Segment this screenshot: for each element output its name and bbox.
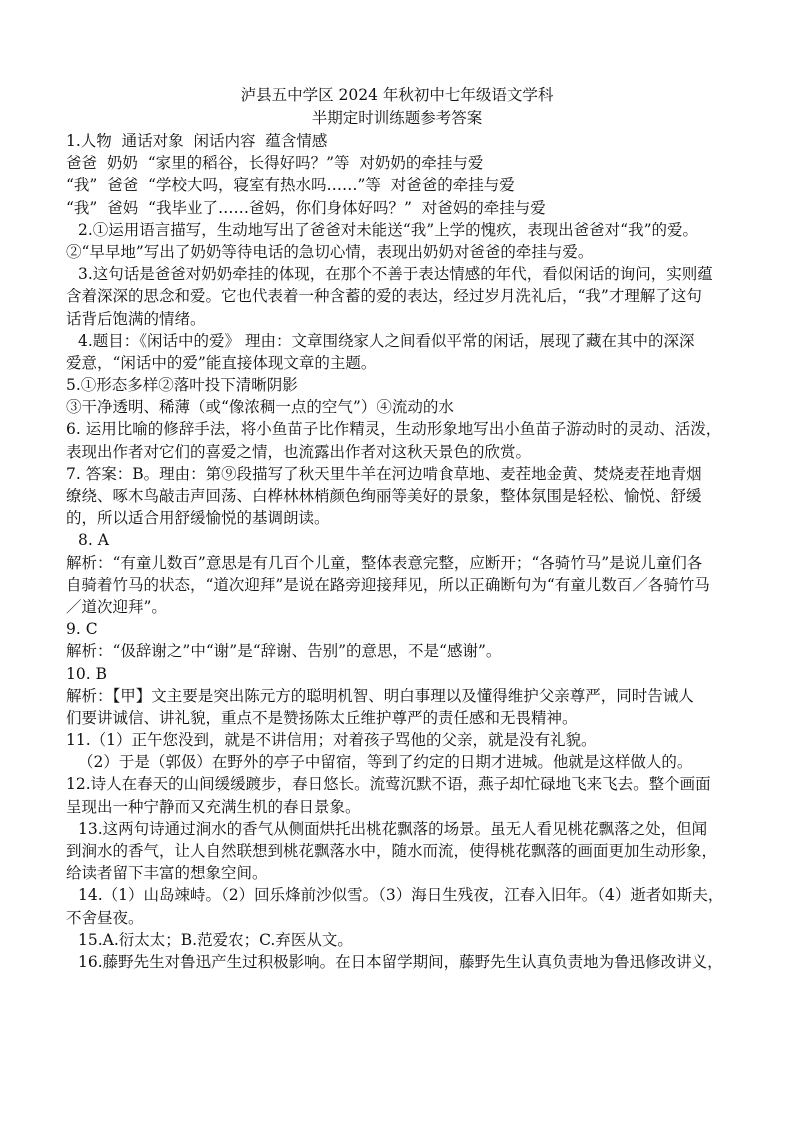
answer-2-line: 2.①运用语言描写，生动地写出了爸爸对未能送“我”上学的愧疚，表现出爸爸对“我”的爱。 [78, 220, 698, 239]
answer-10-line: 们要讲诚信、讲礼貌，重点不是赞扬陈太丘维护尊严的责任感和无畏精神。 [66, 708, 578, 727]
answer-2-line: ②“早早地”写出了奶奶等待电话的急切心情，表现出奶奶对爸爸的牵挂与爱。 [66, 242, 594, 261]
answer-12-line: 12.诗人在春天的山间缓缓踱步，春日悠长。流莺沉默不语，燕子却忙碌地飞来飞去。整个画面 [66, 775, 711, 794]
answer-14-line: 不舍昼夜。 [66, 908, 144, 927]
answer-1-row: “我” 爸爸 “学校大吗，寝室有热水吗……”等 对爸爸的牵挂与爱 [66, 176, 515, 195]
answer-5-line: 5.①形态多样②落叶投下清晰阴影 [66, 376, 298, 395]
answer-6-line: 表现出作者对它们的喜爱之情，也流露出作者对这秋天景色的欣赏。 [66, 442, 532, 461]
answer-1-row: 爸爸 奶奶 “家里的稻谷，长得好吗？”等 对奶奶的牵挂与爱 [66, 154, 484, 173]
answer-11-line: 11.（1）正午您没到，就是不讲信用；对着孩子骂他的父亲，就是没有礼貌。 [66, 731, 597, 750]
answer-5-line: ③干净透明、稀薄（或“像浓稠一点的空气”）④流动的水 [66, 398, 454, 417]
answer-12-line: 呈现出一种宁静而又充满生机的春日景象。 [66, 797, 361, 816]
answer-13-line: 13.这两句诗通过涧水的香气从侧面烘托出桃花飘落的场景。虽无人看见桃花飘落之处，但闻 [78, 819, 708, 838]
answer-7-line: 缭绕、啄木鸟敲击声回荡、白桦林林梢颜色绚丽等美好的景象，整体氛围是轻松、愉悦、舒缓 [66, 487, 702, 505]
answer-body [66, 130, 742, 973]
answer-3-line: 含着深深的思念和爱。它也代表着一种含蓄的爱的表达，经过岁月洗礼后，“我”才理解了这句 [66, 287, 702, 306]
answer-8-line: 8. A [78, 531, 109, 550]
answer-15-line: 15.A.衍太太；B.范爱农；C.弃医从文。 [78, 930, 353, 949]
answer-3-line: 3.这句话是爸爸对奶奶牵挂的体现，在那个不善于表达情感的年代，看似闲话的询问，实则蕴 [78, 265, 713, 284]
answer-7-line: 7. 答案：B。理由：第⑨段描写了秋天里牛羊在河边啃食草地、麦茬地金黄、焚烧麦茬地青烟 [66, 464, 702, 483]
answer-16-line: 16.藤野先生对鲁迅产生过积极影响。在日本留学期间，藤野先生认真负责地为鲁迅修改讲义， [78, 952, 723, 971]
answer-1-header: 1.人物 通话对象 闲话内容 蕴含情感 [66, 132, 328, 150]
answer-4-line: 4.题目：《闲话中的爱》 理由：文章围绕家人之间看似平常的闲话，展现了藏在其中的深深 [78, 331, 695, 350]
document-title: 泸县五中学区 2024 年秋初中七年级语文学科 [240, 86, 554, 104]
answer-4-line: 爱意，“闲话中的爱”能直接体现文章的主题。 [66, 353, 377, 372]
answer-6-line: 6. 运用比喻的修辞手法，将小鱼苗子比作精灵，生动形象地写出小鱼苗子游动时的灵动、活泼， [66, 420, 722, 439]
answer-13-line: 给读者留下丰富的想象空间。 [66, 864, 268, 883]
answer-9-line: 9. C [66, 620, 98, 639]
answer-9-line: 解析：“伋辞谢之”中“谢”是“辞谢、告别”的意思，不是“感谢”。 [66, 642, 502, 661]
answer-1-row: “我” 爸妈 “我毕业了……爸妈，你们身体好吗？” 对爸妈的牵挂与爱 [66, 198, 546, 217]
answer-14-line: 14.（1）山岛竦峙。（2）回乐烽前沙似雪。（3）海日生残夜，江春入旧年。（4）逝者如斯夫， [78, 886, 724, 905]
answer-13-line: 到涧水的香气，让人自然联想到桃花飘落水中，随水而流，使得桃花飘落的画面更加生动形象， [66, 842, 718, 860]
answer-8-line: 解析：“有童儿数百”意思是有几百个儿童，整体表意完整，应断开；“各骑竹马”是说儿童们各 [66, 553, 703, 572]
answer-8-line: ／道次迎拜”。 [66, 597, 167, 616]
answer-11-line: （2）于是（郭伋）在野外的亭子中留宿，等到了约定的日期才进城。他就是这样做人的。 [78, 753, 693, 772]
answer-10-line: 解析：【甲】文主要是突出陈元方的聪明机智、明白事理以及懂得维护父亲尊严，同时告诫人 [66, 686, 694, 705]
answer-10-line: 10. B [66, 664, 107, 683]
answer-8-line: 自骑着竹马的状态，“道次迎拜”是说在路旁迎接拜见，所以正确断句为“有童儿数百／各骑竹马 [66, 575, 710, 594]
answer-3-line: 话背后饱满的情绪。 [66, 309, 206, 328]
answer-7-line: 的，所以适合用舒缓愉悦的基调朗读。 [66, 509, 330, 528]
document-subtitle: 半期定时训练题参考答案 [311, 109, 483, 127]
